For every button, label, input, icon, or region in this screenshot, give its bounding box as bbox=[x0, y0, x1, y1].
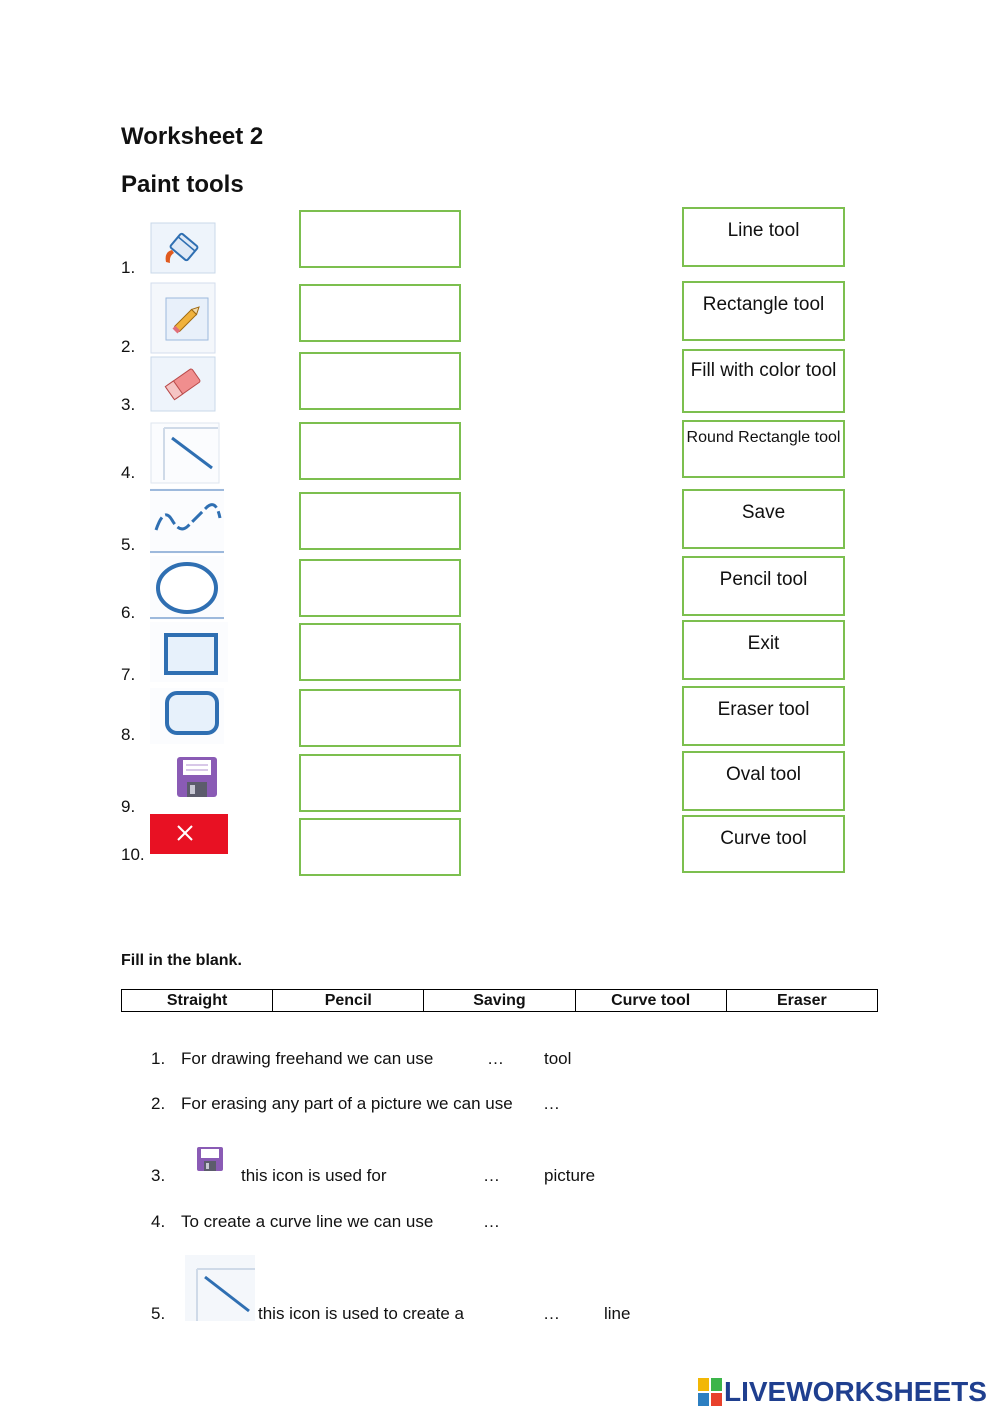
item-number-4: 4. bbox=[121, 463, 136, 482]
word-bank-cell: Pencil bbox=[273, 990, 424, 1012]
question-after-5: line bbox=[604, 1304, 631, 1323]
answer-box-8[interactable] bbox=[299, 689, 461, 747]
question-text-2: For erasing any part of a picture we can use bbox=[181, 1094, 513, 1113]
question-after-1: tool bbox=[544, 1049, 572, 1068]
question-text-4: To create a curve line we can use bbox=[181, 1212, 434, 1231]
word-bank-cell: Saving bbox=[424, 990, 575, 1012]
item-number-1: 1. bbox=[121, 258, 136, 277]
rectangle-icon bbox=[150, 622, 228, 682]
word-bank-table bbox=[121, 989, 878, 1012]
item-number-9: 9. bbox=[121, 797, 136, 816]
item-number-2: 2. bbox=[121, 337, 136, 356]
item-number-7: 7. bbox=[121, 665, 136, 684]
item-number-10: 10. bbox=[121, 845, 145, 864]
question-blank-2[interactable]: … bbox=[543, 1094, 560, 1113]
word-bank-cell: Curve tool bbox=[575, 990, 726, 1012]
word-option-line-tool[interactable]: Line tool bbox=[682, 207, 845, 267]
answer-box-9[interactable] bbox=[299, 754, 461, 812]
question-text-1: For drawing freehand we can use bbox=[181, 1049, 434, 1068]
rounded-rectangle-icon bbox=[150, 688, 224, 744]
pencil-icon bbox=[150, 282, 216, 354]
item-number-5: 5. bbox=[121, 535, 136, 554]
section-title: Paint tools bbox=[121, 171, 244, 198]
word-option-curve-tool[interactable]: Curve tool bbox=[682, 815, 845, 873]
answer-box-4[interactable] bbox=[299, 422, 461, 480]
line-icon bbox=[185, 1255, 255, 1321]
eraser-icon bbox=[150, 356, 216, 412]
word-option-oval-tool[interactable]: Oval tool bbox=[682, 751, 845, 811]
word-bank-cell: Straight bbox=[122, 990, 273, 1012]
word-option-fill-color-tool[interactable]: Fill with color tool bbox=[682, 349, 845, 413]
oval-icon bbox=[150, 556, 224, 620]
save-icon bbox=[196, 1146, 224, 1172]
worksheet-title: Worksheet 2 bbox=[121, 123, 264, 150]
item-number-8: 8. bbox=[121, 725, 136, 744]
question-number-5: 5. bbox=[151, 1304, 166, 1323]
word-option-exit[interactable]: Exit bbox=[682, 620, 845, 680]
question-after-3: picture bbox=[544, 1166, 596, 1185]
word-option-eraser-tool[interactable]: Eraser tool bbox=[682, 686, 845, 746]
question-blank-5[interactable]: … bbox=[543, 1304, 560, 1323]
answer-box-10[interactable] bbox=[299, 818, 461, 876]
save-icon bbox=[176, 756, 218, 798]
question-blank-4[interactable]: … bbox=[483, 1212, 500, 1231]
question-blank-1[interactable]: … bbox=[487, 1049, 504, 1068]
item-number-3: 3. bbox=[121, 395, 136, 414]
answer-box-3[interactable] bbox=[299, 352, 461, 410]
curve-icon bbox=[150, 488, 224, 554]
answer-box-2[interactable] bbox=[299, 284, 461, 342]
answer-box-5[interactable] bbox=[299, 492, 461, 550]
question-number-1: 1. bbox=[151, 1049, 166, 1068]
word-option-save[interactable]: Save bbox=[682, 489, 845, 549]
fill-bucket-icon bbox=[150, 222, 216, 274]
question-number-3: 3. bbox=[151, 1166, 166, 1185]
word-option-round-rectangle-tool[interactable]: Round Rectangle tool bbox=[682, 420, 845, 478]
item-number-6: 6. bbox=[121, 603, 136, 622]
question-text-5: this icon is used to create a bbox=[258, 1304, 465, 1323]
answer-box-7[interactable] bbox=[299, 623, 461, 681]
question-number-4: 4. bbox=[151, 1212, 166, 1231]
liveworksheets-logo-icon bbox=[698, 1378, 722, 1406]
answer-box-1[interactable] bbox=[299, 210, 461, 268]
answer-box-6[interactable] bbox=[299, 559, 461, 617]
word-option-rectangle-tool[interactable]: Rectangle tool bbox=[682, 281, 845, 341]
question-text-3: this icon is used for bbox=[241, 1166, 387, 1185]
fill-section-title: Fill in the blank. bbox=[121, 952, 242, 969]
word-option-pencil-tool[interactable]: Pencil tool bbox=[682, 556, 845, 616]
watermark-text: LIVEWORKSHEETS bbox=[724, 1376, 987, 1407]
line-icon bbox=[150, 422, 220, 484]
question-blank-3[interactable]: … bbox=[483, 1166, 500, 1185]
word-bank-cell: Eraser bbox=[726, 990, 877, 1012]
close-icon bbox=[150, 814, 228, 854]
question-number-2: 2. bbox=[151, 1094, 166, 1113]
